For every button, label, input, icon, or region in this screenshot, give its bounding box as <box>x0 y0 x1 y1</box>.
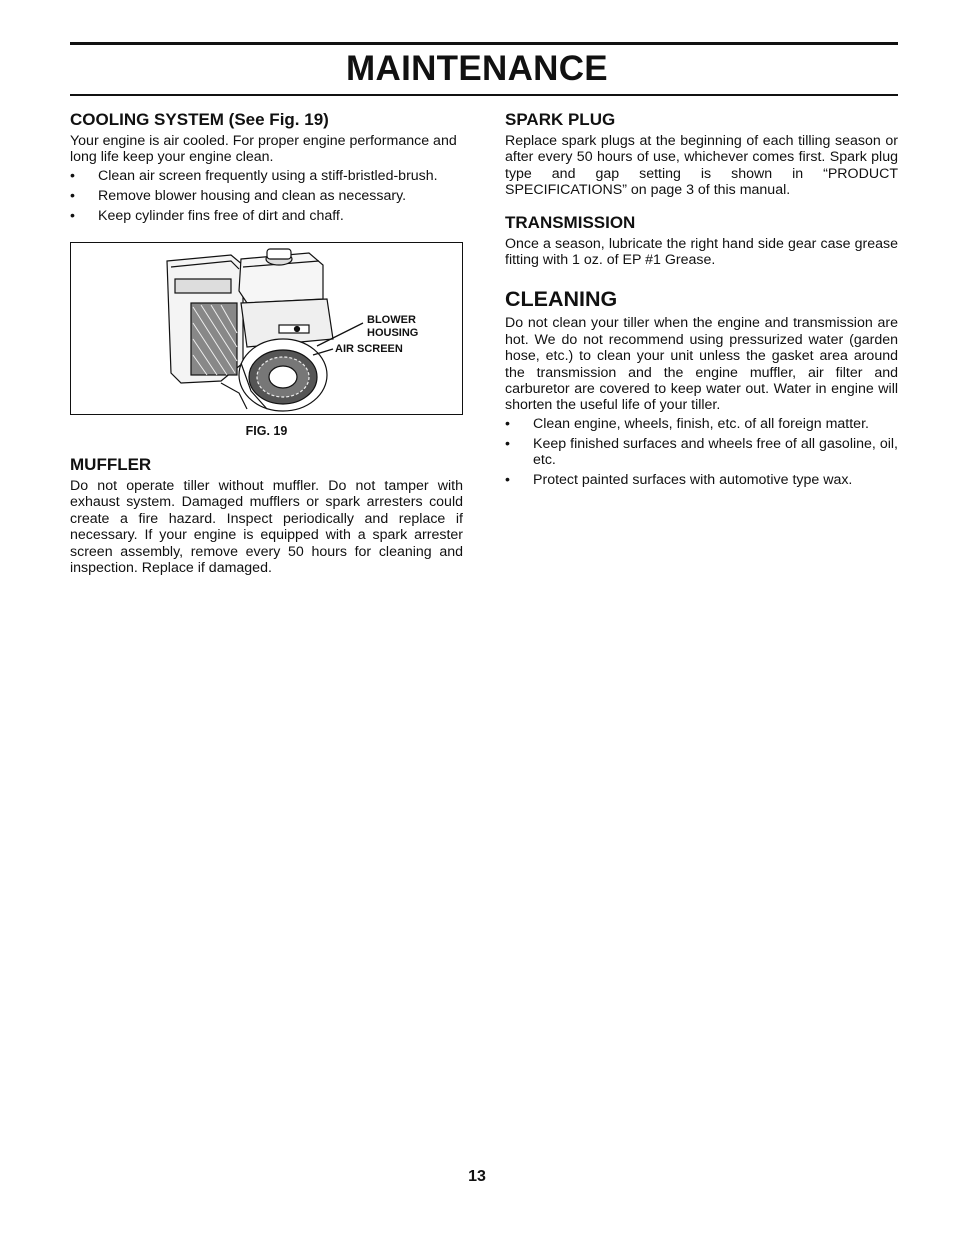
spark-plug-section <box>505 110 898 199</box>
label-air-screen: AIR SCREEN <box>335 343 403 356</box>
figure-19-box <box>70 242 463 415</box>
spark-plug-heading: SPARK PLUG <box>505 110 616 129</box>
cleaning-list <box>505 416 898 489</box>
cleaning-body: Do not clean your tiller when the engine and transmission are hot. We do not recommend using pressurized water (garden hose, etc.) to clean your unit unless the gasket area around the transmission and the engine muffler, air filter and carburetor are covered to keep water out. Water in engine will shorten the useful life of your tiller. <box>505 315 898 414</box>
list-item: • Clean air screen frequently using a stiff-bristled-brush. <box>70 167 438 184</box>
muffler-body: Do not operate tiller without muffler. Do not tamper with exhaust system. Damaged mufflers or spark arresters could create a fire hazard. Inspect periodically and replace if necessary. If your engine is equipped with a spark arrester screen assembly, remove every 50 hours for cleaning and inspection. Replace if damaged. <box>70 478 463 577</box>
cooling-system-heading: COOLING SYSTEM (See Fig. 19) <box>70 110 329 129</box>
page-title: MAINTENANCE <box>346 49 608 88</box>
cleaning-section <box>505 287 898 488</box>
list-item: • Keep finished surfaces and wheels free of all gasoline, oil, etc. <box>505 435 898 469</box>
list-item: • Protect painted surfaces with automotive type wax. <box>505 472 853 489</box>
header-rule-bottom <box>70 94 898 96</box>
figure-caption: FIG. 19 <box>245 424 288 439</box>
muffler-heading: MUFFLER <box>70 455 152 475</box>
transmission-section <box>505 213 898 269</box>
cooling-system-intro: Your engine is air cooled. For proper engine performance and long life keep your engine clean. <box>70 133 457 166</box>
cooling-system-list <box>70 168 463 224</box>
label-blower-housing: BLOWER HOUSING <box>367 314 419 339</box>
cleaning-heading: CLEANING <box>505 287 618 312</box>
list-item: • Remove blower housing and clean as necessary. <box>70 187 407 204</box>
page-number: 13 <box>468 1168 486 1185</box>
spark-plug-body: Replace spark plugs at the beginning of each tilling season or after every 50 hours of use, whichever comes first. Spark plug type and gap setting is shown in “PRODUCT SPECIFICATIONS” on page 3 of this manual. <box>505 133 898 199</box>
left-column <box>70 110 463 576</box>
right-column <box>505 110 898 492</box>
muffler-section <box>70 455 463 576</box>
cooling-system-section <box>70 110 463 224</box>
list-item: • Clean engine, wheels, finish, etc. of all foreign matter. <box>505 415 869 432</box>
transmission-body: Once a season, lubricate the right hand side gear case grease fitting with 1 oz. of EP #1 Grease. <box>505 235 898 269</box>
header-rule-top <box>70 42 898 45</box>
transmission-heading: TRANSMISSION <box>505 212 636 232</box>
list-item: • Keep cylinder fins free of dirt and chaff. <box>70 207 344 224</box>
